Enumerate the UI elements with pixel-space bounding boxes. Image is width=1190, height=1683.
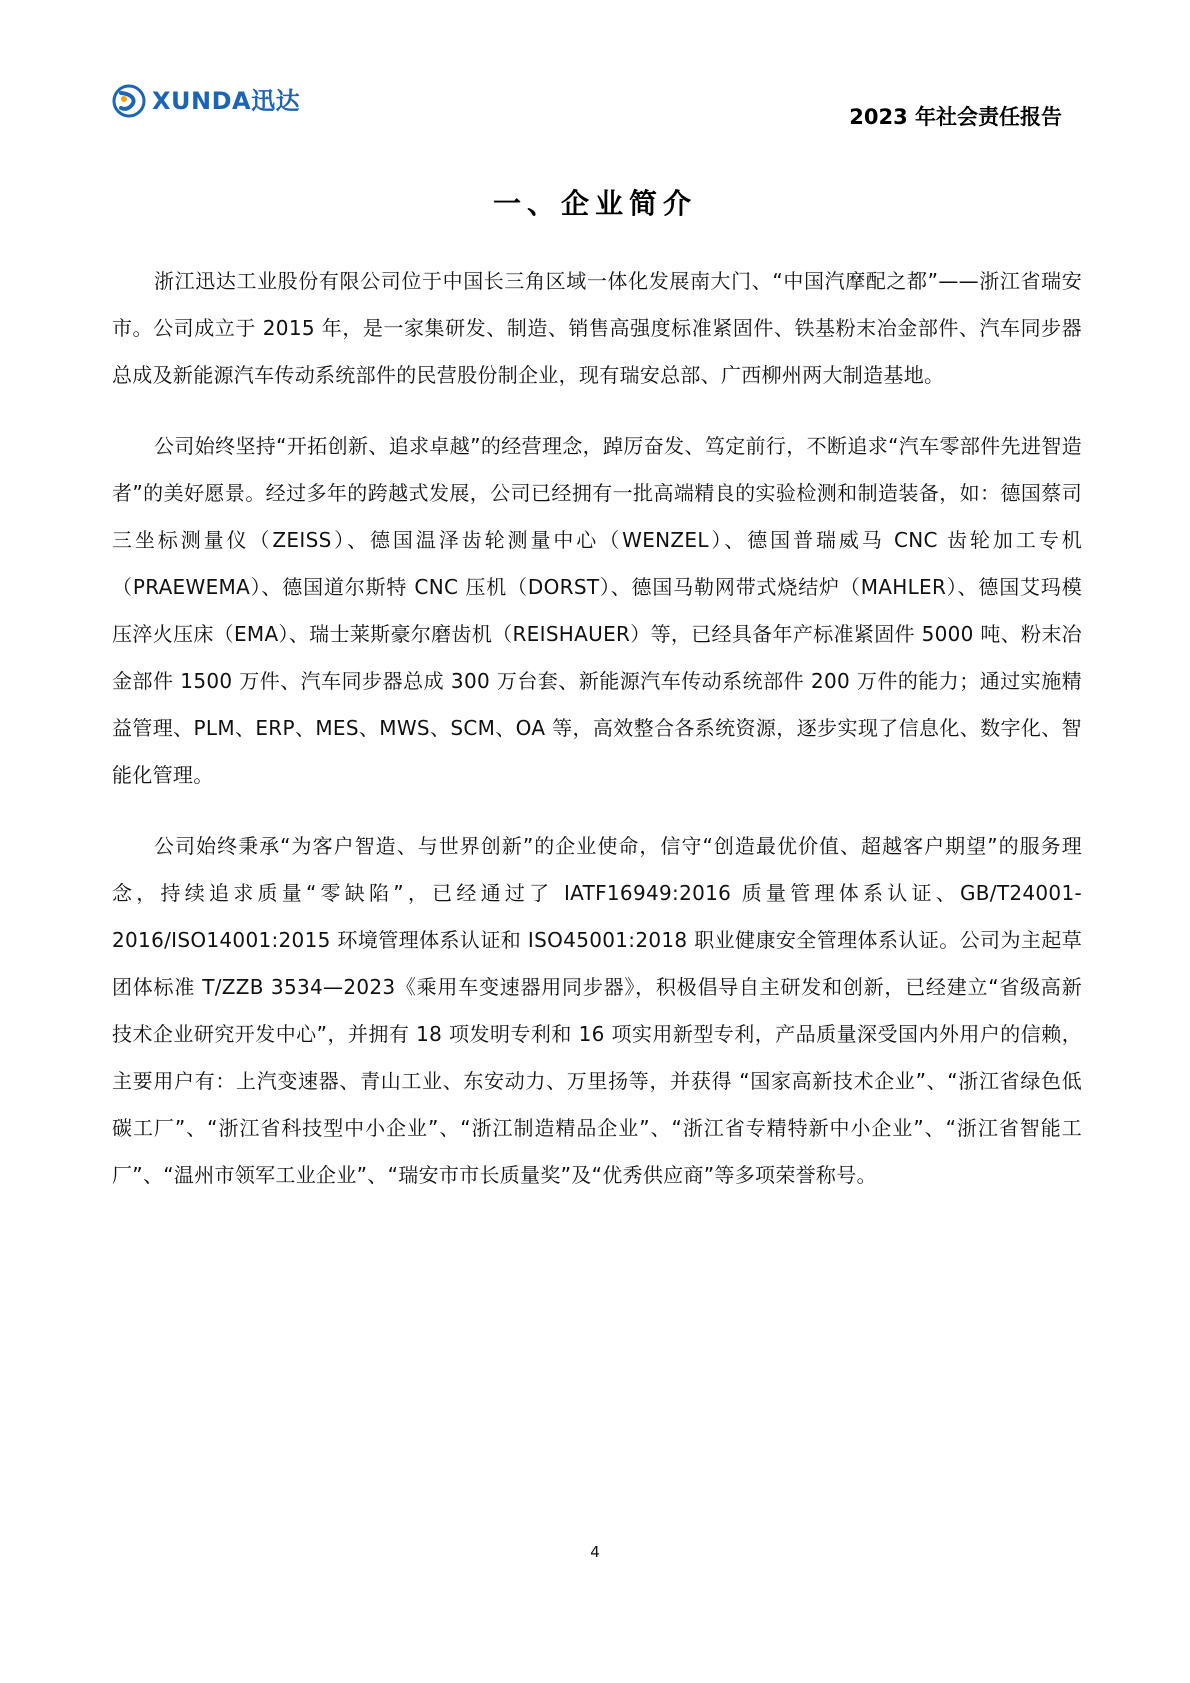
body-content [112,258,1082,1223]
report-title: 2023 年社会责任报告 [849,105,1062,129]
section-title: 一、企业简介 [492,187,697,220]
page-number: 4 [590,1543,600,1561]
paragraph-mission-certifications: 公司始终秉承“为客户智造、与世界创新”的企业使命，信守“创造最优价值、超越客户期望”的服务理念，持续追求质量“零缺陷”，已经通过了 IATF16949:2016 质量管理体系认证、GB/T24001-2016/ISO14001:2015 环境管理体系认证和 ISO45001:2018 职业健康安全管理体系认证。公司为主起草团体标准 T/ZZB 3534—2023《乘用车变速器用同步器》，积极倡导自主研发和创新，已经建立“省级高新技术企业研究开发中心”，并拥有 18 项发明专利和 16 项实用新型专利，产品质量深受国内外用户的信赖，主要用户有：上汽变速器、青山工业、东安动力、万里扬等，并获得 “国家高新技术企业”、“浙江省绿色低碳工厂”、“浙江省科技型中小企业”、“浙江制造精品企业”、“浙江省专精特新中小企业”、“浙江省智能工厂”、“温州市领军工业企业”、“瑞安市市长质量奖”及“优秀供应商”等多项荣誉称号。 [112,834,1082,1187]
xunda-logo-icon [112,84,146,118]
paragraph-company-overview: 浙江迅达工业股份有限公司位于中国长三角区域一体化发展南大门、“中国汽摩配之都”——浙江省瑞安市。公司成立于 2015 年，是一家集研发、制造、销售高强度标准紧固件、铁基粉末冶金部件、汽车同步器总成及新能源汽车传动系统部件的民营股份制企业，现有瑞安总部、广西柳州两大制造基地。 [112,269,1082,387]
paragraph-philosophy-equipment: 公司始终坚持“开拓创新、追求卓越”的经营理念，踔厉奋发、笃定前行，不断追求“汽车零部件先进智造者”的美好愿景。经过多年的跨越式发展，公司已经拥有一批高端精良的实验检测和制造装备，如：德国蔡司三坐标测量仪（ZEISS）、德国温泽齿轮测量中心（WENZEL）、德国普瑞威马 CNC 齿轮加工专机（PRAEWEMA）、德国道尔斯特 CNC 压机（DORST）、德国马勒网带式烧结炉（MAHLER）、德国艾玛模压淬火压床（EMA）、瑞士莱斯豪尔磨齿机（REISHAUER）等，已经具备年产标准紧固件 5000 吨、粉末冶金部件 1500 万件、汽车同步器总成 300 万台套、新能源汽车传动系统部件 200 万件的能力；通过实施精益管理、PLM、ERP、MES、MWS、SCM、OA 等，高效整合各系统资源，逐步实现了信息化、数字化、智能化管理。 [112,434,1082,787]
logo-text: XUNDA迅达 [152,87,301,115]
company-logo [112,84,300,118]
